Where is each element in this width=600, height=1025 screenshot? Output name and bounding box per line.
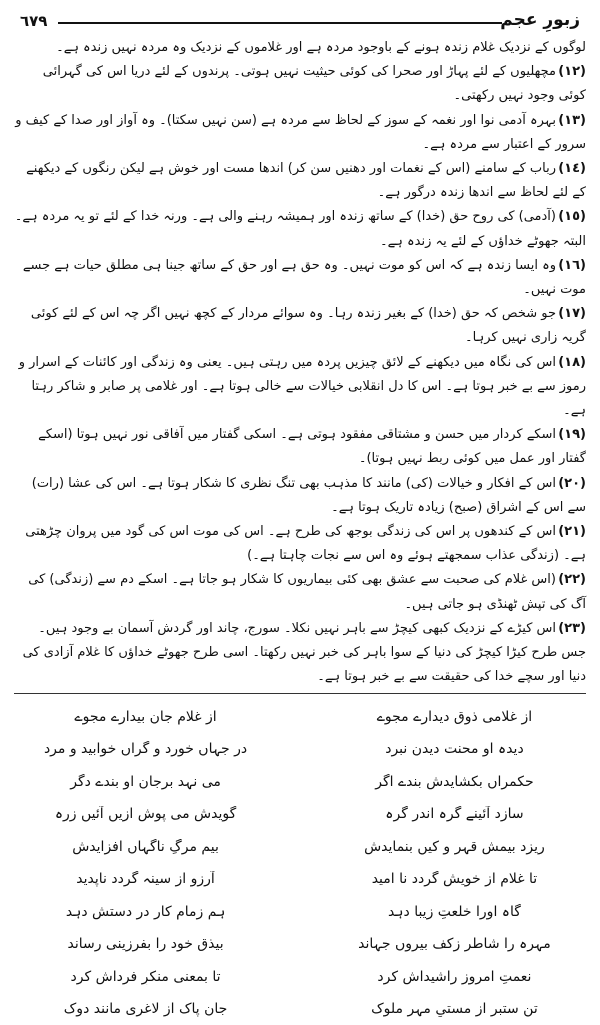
paragraph-text: اس کے کندھوں پر اس کی زندگی بوجھ کی طرح ہے۔ اس کی موت اس کی گود میں پروان چڑھتی ہے۔ (زندگی عذاب سمجھتے ہوئے وہ اس سے نجات چاہتا ہے۔): [25, 524, 586, 564]
book-title: زبورِ عجم: [500, 10, 580, 30]
paragraph-number: (١٣): [558, 112, 586, 128]
translation-paragraph: [14, 617, 586, 690]
paragraph-number: (٢٠): [558, 475, 586, 491]
verse-second-hemistich: می نہد برجان او بندے دگر: [70, 773, 221, 790]
translation-paragraph: [14, 472, 586, 520]
paragraph-number: (٢١): [558, 524, 586, 540]
verse-first-hemistich: نعمتِ امروز راشیداش کرد: [377, 968, 532, 985]
translation-paragraph: [14, 254, 586, 302]
verse-first-hemistich: مہرہ را شاطر زکف بیروں جہاند: [358, 936, 551, 953]
translation-paragraph: [14, 157, 586, 205]
paragraph-number: (١٩): [558, 427, 586, 443]
paragraph-number: (١٧): [558, 306, 586, 322]
paragraph-number: (١٥): [558, 209, 586, 225]
paragraph-text: بہرہ آدمی نوا اور نغمہ کے سوز کے لحاظ سے مردہ ہے (سن نہیں سکتا)۔ وہ آواز اور صدا کے کیف و سرور کے اعتبار سے مردہ ہے۔: [15, 112, 586, 152]
paragraph-number: (٢٣): [558, 620, 586, 636]
verse-couplet: [14, 993, 586, 1025]
verse-couplet: [14, 928, 586, 961]
paragraph-text: اس کیڑے کے نزدیک کبھی کیچڑ سے باہر نہیں نکلا۔ سورج، چاند اور گردش آسمان بے وجود ہیں۔ جس طرح کیڑا کیچڑ کی دنیا کے سوا باہر کی خبر نہیں رکھتا۔ اسی طرح جھوٹے خداؤں کا غلام آزادی کی دنیا اور سچے خدا کی حقیقت سے بے خبر ہوتا ہے۔: [22, 620, 586, 685]
verse-first-hemistich: گاہ اورا خلعتِ زیبا دہد: [387, 903, 521, 920]
translation-paragraph: [14, 351, 586, 424]
translation-paragraph: [14, 109, 586, 157]
verse-couplet: [14, 733, 586, 766]
verse-second-hemistich: جان پاک از لاغری مانند دوک: [63, 1001, 228, 1018]
paragraph-text: اس کی نگاہ میں دیکھنے کے لائق چیزیں پردہ میں رہتی ہیں۔ یعنی وہ زندگی اور کائنات کے اسرار و رموز سے بے خبر ہوتا ہے۔ اس کا دل انقلابی خیالات سے خالی ہوتا ہے۔ اور غلامی پر صابر و شاکر رہتا ہے۔: [18, 354, 586, 419]
translation-paragraph: [14, 205, 586, 253]
verse-second-hemistich: بیم مرگِ ناگہاں افزایدش: [72, 838, 219, 855]
verse-first-hemistich: دیدہ او محنت دیدن نبرد: [385, 741, 524, 758]
translation-paragraph: [14, 520, 586, 568]
verse-first-hemistich: ریزد بیمش قہر و کیں بنمایدش: [364, 838, 545, 855]
verse-second-hemistich: آرزو از سینہ گردد ناپدید: [76, 871, 215, 888]
verse-couplet: [14, 895, 586, 928]
verse-couplet: [14, 960, 586, 993]
translation-paragraph: [14, 36, 586, 60]
verse-first-hemistich: تا غلام از خویش گردد نا امید: [371, 871, 538, 888]
paragraph-text: اس کے افکار و خیالات (کی) مانند کا مذہب بھی تنگ نظری کا شکار ہوتا ہے۔ اس کی عشا (رات) سے اس کے اشراق (صبح) زیادہ تاریک ہوتا ہے۔: [31, 475, 586, 515]
verse-second-hemistich: در جہاں خورد و گراں خوابید و مرد: [43, 741, 248, 758]
verse-second-hemistich: ہم زمامِ کار در دستش دہد: [65, 903, 226, 920]
paragraph-text: وہ ایسا زندہ ہے کہ اس کو موت نہیں۔ وہ حق ہے اور حق کے ساتھ جینا ہی مطلق حیات ہے جسے موت نہیں۔: [22, 257, 586, 298]
verse-second-hemistich: تا بمعنی منکرِ فرداش کرد: [70, 968, 221, 985]
translation-paragraph: [14, 568, 586, 616]
verse-second-hemistich: بیذق خود را بفرزینی رساند: [67, 936, 224, 953]
header-rule: [58, 22, 502, 24]
translation-paragraph: [14, 60, 586, 108]
translation-text: [14, 36, 586, 689]
paragraph-text: (آدمی) کی روح حق (خدا) کے ساتھ زندہ اور ہمیشہ رہنے والی ہے۔ ورنہ خدا کے لئے تو یہ مردہ ہے۔ البتہ جھوٹے خداؤں کے لئے یہ زندہ ہے۔: [14, 209, 586, 249]
verse-first-hemistich: از غلامی ذوقِ دیدارے مجوے: [376, 708, 533, 725]
paragraph-number: (١٨): [558, 354, 586, 370]
verse-first-hemistich: سازد آئینے گرہ اندر گرہ: [385, 806, 524, 823]
verse-second-hemistich: گویدش می پوش ازیں آئیں زرہ: [54, 806, 237, 823]
paragraph-text: رباب کے سامنے (اس کے نغمات اور دھنیں سن کر) اندھا مست اور خوش ہے لیکن رنگوں کے دیکھنے کے لئے لحاظ سے اندھا زندہ درگور ہے۔: [26, 161, 586, 201]
verse-couplet: [14, 765, 586, 798]
verse-couplet: [14, 700, 586, 733]
verse-second-hemistich: از غلامِ جان بیدارے مجوے: [74, 708, 217, 725]
verse-couplet: [14, 830, 586, 863]
paragraph-number: (١٤): [558, 161, 586, 177]
paragraph-number: (١٦): [558, 257, 586, 273]
section-divider: [14, 693, 586, 694]
verse-first-hemistich: تن ستبر از مستیِ مہر ملوک: [371, 1001, 538, 1018]
paragraph-text: لوگوں کے نزدیک غلام زندہ ہونے کے باوجود مردہ ہے اور غلاموں کے نزدیک وہ مردہ نہیں زندہ ہے۔: [56, 40, 586, 55]
paragraph-number: (١٢): [558, 64, 586, 80]
persian-verses: [14, 700, 586, 1025]
verse-couplet: [14, 798, 586, 831]
verse-couplet: [14, 863, 586, 896]
paragraph-number: (٢٢): [558, 572, 586, 588]
paragraph-text: (اس غلام کی صحبت سے عشق بھی کئی بیماریوں کا شکار ہو جاتا ہے۔ اسکے دم سے (زندگی) کی آگ کی تپش ٹھنڈی ہو جاتی ہیں۔: [28, 572, 586, 612]
paragraph-text: مچھلیوں کے لئے پہاڑ اور صحرا کی کوئی حیثیت نہیں ہوتی۔ پرندوں کے لئے دریا اس کی گہرائی کوئی وجود نہیں رکھتی۔: [42, 64, 586, 104]
translation-paragraph: [14, 423, 586, 471]
page-header: [14, 6, 586, 34]
page-number: ٦٧٩: [20, 12, 48, 30]
verse-first-hemistich: حکمراں بکشایدش بندے اگر: [375, 773, 534, 790]
paragraph-text: جو شخص کہ حق (خدا) کے بغیر زندہ رہا۔ وہ سوائے مردار کے کچھ نہیں اگر چہ اس کے لئے کوئی گریہ زاری نہیں کرہا۔: [30, 306, 586, 346]
translation-paragraph: [14, 302, 586, 350]
paragraph-text: اسکے کردار میں حسن و مشتاقی مفقود ہوتی ہے۔ اسکی گفتار میں آفاقی نور نہیں ہوتا (اسکے گفتار اور عمل میں کوئی ربط نہیں ہوتا)۔: [38, 427, 586, 467]
